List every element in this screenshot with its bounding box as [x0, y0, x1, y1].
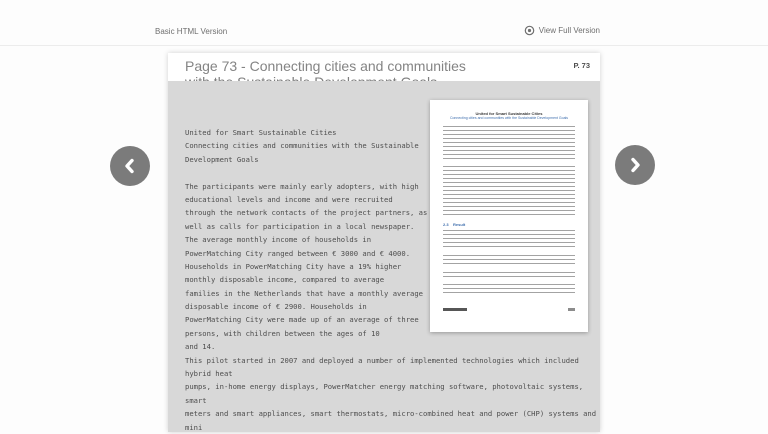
text-line: monthly disposable income, compared to average [185, 275, 385, 285]
page-title-bar [168, 53, 600, 81]
page-content-panel [168, 81, 600, 432]
text-line: The average monthly income of households in [185, 235, 372, 245]
top-header-bar [0, 0, 768, 46]
previous-page-button[interactable] [110, 146, 150, 186]
view-eye-icon [524, 25, 535, 36]
page-body-text [185, 126, 595, 434]
text-line: meters and smart appliances, smart thermostats, micro-combined heat and power (CHP) systems and [185, 409, 597, 419]
text-line [185, 166, 595, 179]
text-line: hybrid heat [185, 369, 233, 379]
thumbnail-title: United for Smart Sustainable Cities [475, 111, 543, 116]
next-page-button[interactable] [615, 145, 655, 185]
text-line: This pilot started in 2007 and deployed a number of implemented technologies which included [185, 355, 579, 365]
thumbnail-subtitle-link: Connecting cities and communities with the Sustainable Development Goals [449, 116, 569, 120]
basic-html-version-label: Basic HTML Version [155, 27, 228, 36]
text-line: educational levels and income and were recruited [185, 194, 393, 204]
text-line: PowerMatching City were made up of an average of three [185, 315, 419, 325]
text-line: through the network contacts of the project partners, as [185, 208, 428, 218]
page-card [168, 53, 600, 432]
text-line: families in the Netherlands that have a monthly average [185, 288, 423, 298]
text-line: and 14. [185, 342, 216, 352]
text-line: Households in PowerMatching City have a 19% higher [185, 261, 402, 271]
text-line: mini [185, 422, 203, 432]
text-line: Development Goals [185, 154, 259, 164]
text-line: disposable income of € 2900. Households in [185, 302, 367, 312]
text-line: Connecting cities and communities with the Sustainable [185, 141, 419, 151]
text-line: smart [185, 395, 207, 405]
text-line: United for Smart Sustainable Cities [185, 128, 337, 137]
page-title-line1: Page 73 - Connecting cities and communities [185, 58, 466, 74]
view-full-version-label: View Full Version [538, 26, 600, 35]
text-line: persons, with children between the ages of 10 [185, 328, 380, 338]
text-line: well as calls for participation in a local newspaper. [185, 221, 415, 231]
text-line: The participants were mainly early adopters, with high [185, 181, 419, 191]
view-full-version-button[interactable] [524, 25, 600, 36]
text-line: pumps, in-home energy displays, PowerMatcher energy matching software, photovoltaic systems, [185, 382, 584, 392]
text-line: PowerMatching City ranged between € 3000 and € 4000. [185, 248, 411, 258]
chevron-left-icon [122, 158, 138, 174]
thumbnail-section-heading: 2.3 Result [443, 222, 466, 227]
page-number-badge: P. 73 [573, 61, 590, 70]
chevron-right-icon [627, 157, 643, 173]
